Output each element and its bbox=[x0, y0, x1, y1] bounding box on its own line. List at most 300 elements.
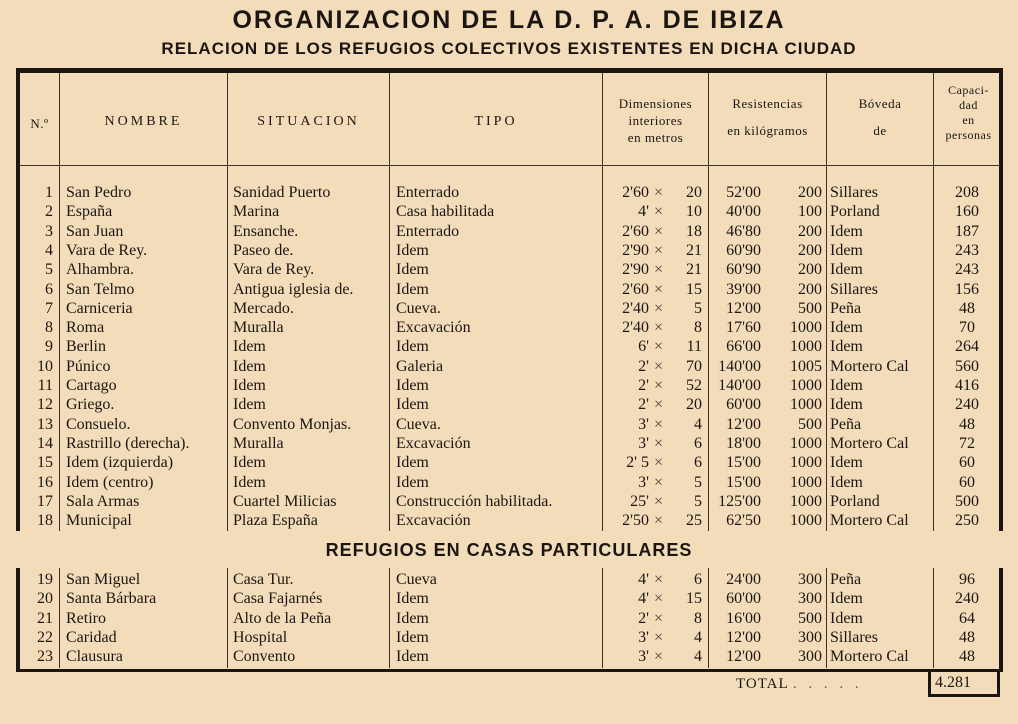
cell-dim-x: × bbox=[654, 280, 664, 298]
cell-res-b: 1000 bbox=[790, 377, 822, 394]
cell-res-b: 300 bbox=[798, 571, 822, 588]
cell-dim-x: × bbox=[654, 203, 664, 221]
cell-res-b: 200 bbox=[798, 222, 822, 240]
cell-boveda: Mortero Cal bbox=[830, 357, 909, 375]
cell-dim-a: 3' bbox=[638, 434, 649, 452]
cell-situacion: Antigua iglesia de. bbox=[233, 280, 354, 298]
cell-nombre: Consuelo. bbox=[66, 415, 131, 433]
cell-res-a: 140'00 bbox=[718, 357, 761, 375]
cell-dim-x: × bbox=[654, 222, 664, 240]
cell-capacidad: 208 bbox=[955, 184, 979, 201]
cell-situacion: Muralla bbox=[233, 434, 284, 452]
cell-res-a: 24'00 bbox=[726, 571, 761, 588]
cell-tipo: Idem bbox=[396, 590, 429, 608]
cell-situacion: Convento bbox=[233, 648, 296, 666]
cell-capacidad: 48 bbox=[959, 415, 975, 433]
cell-dim-a: 2'40 bbox=[622, 319, 649, 337]
cell-boveda: Sillares bbox=[830, 628, 878, 646]
cell-dim-b: 6 bbox=[694, 454, 702, 472]
cell-situacion: Convento Monjas. bbox=[233, 415, 352, 433]
cell-tipo: Idem bbox=[396, 454, 429, 472]
cell-capacidad: 64 bbox=[959, 609, 975, 627]
cell-dim-a: 2' bbox=[638, 609, 649, 627]
cell-nombre: Rastrillo (derecha). bbox=[66, 434, 190, 452]
cell-res-b: 1000 bbox=[790, 338, 822, 356]
table-row bbox=[20, 570, 999, 589]
cell-situacion: Ensanche. bbox=[233, 222, 299, 240]
cell-dim-x: × bbox=[654, 590, 664, 608]
cell-nombre: Idem (izquierda) bbox=[66, 454, 174, 472]
cell-dim-a: 4' bbox=[638, 203, 649, 221]
cell-dim-x: × bbox=[654, 357, 664, 375]
table-row bbox=[20, 299, 999, 318]
cell-dim-a: 3' bbox=[638, 473, 649, 491]
cell-num: 5 bbox=[45, 261, 53, 279]
cell-capacidad: 243 bbox=[955, 261, 979, 279]
cell-tipo: Galeria bbox=[396, 357, 444, 375]
table-row bbox=[20, 395, 999, 414]
header-nombre: NOMBRE bbox=[104, 114, 183, 129]
cell-tipo: Casa habilitada bbox=[396, 203, 495, 221]
cell-situacion: Idem bbox=[233, 454, 266, 472]
cell-dim-a: 2' bbox=[638, 396, 649, 414]
cell-dim-x: × bbox=[654, 261, 664, 279]
table-row bbox=[20, 222, 999, 241]
cell-num: 6 bbox=[45, 280, 53, 298]
cell-num: 7 bbox=[45, 299, 53, 317]
cell-res-a: 39'00 bbox=[726, 280, 761, 298]
cell-res-a: 12'00 bbox=[726, 648, 761, 666]
cell-tipo: Excavación bbox=[396, 319, 471, 337]
cell-tipo: Idem bbox=[396, 396, 429, 414]
cell-dim-a: 2' bbox=[638, 357, 649, 375]
main-table bbox=[16, 68, 1003, 531]
cell-situacion: Muralla bbox=[233, 319, 284, 337]
cell-nombre: San Telmo bbox=[66, 280, 135, 298]
cell-boveda: Idem bbox=[830, 454, 863, 472]
cell-dim-x: × bbox=[654, 299, 664, 317]
header-rule bbox=[20, 165, 999, 166]
cell-tipo: Idem bbox=[396, 280, 429, 298]
cell-tipo: Idem bbox=[396, 628, 429, 646]
cell-dim-b: 20 bbox=[686, 396, 702, 414]
cell-dim-a: 3' bbox=[638, 628, 649, 646]
table-row bbox=[20, 241, 999, 260]
cell-capacidad: 500 bbox=[955, 492, 979, 510]
cell-nombre: Vara de Rey. bbox=[66, 241, 148, 259]
cell-res-b: 1000 bbox=[790, 512, 822, 530]
cell-capacidad: 264 bbox=[955, 338, 979, 356]
cell-res-a: 40'00 bbox=[726, 203, 761, 221]
cell-boveda: Peña bbox=[830, 299, 862, 317]
cell-res-a: 60'00 bbox=[726, 590, 761, 608]
cell-boveda: Idem bbox=[830, 338, 863, 356]
cell-dim-x: × bbox=[654, 648, 664, 666]
cell-dim-a: 3' bbox=[638, 648, 649, 666]
cell-boveda: Porland bbox=[830, 492, 880, 510]
table-row bbox=[20, 337, 999, 356]
header-res-line: en kilógramos bbox=[727, 123, 808, 138]
cell-res-b: 1000 bbox=[790, 434, 822, 452]
cell-dim-x: × bbox=[654, 512, 664, 530]
cell-tipo: Idem bbox=[396, 261, 429, 279]
cell-tipo: Idem bbox=[396, 241, 429, 259]
cell-nombre: Cartago bbox=[66, 377, 117, 394]
cell-situacion: Casa Tur. bbox=[233, 571, 294, 588]
cell-dim-b: 15 bbox=[686, 280, 702, 298]
cell-boveda: Sillares bbox=[830, 280, 878, 298]
cell-nombre: Alhambra. bbox=[66, 261, 134, 279]
cell-res-a: 60'00 bbox=[726, 396, 761, 414]
header-situacion: SITUACION bbox=[257, 114, 360, 129]
header-cap-line: en bbox=[962, 113, 975, 127]
cell-boveda: Peña bbox=[830, 571, 862, 588]
cell-boveda: Mortero Cal bbox=[830, 434, 909, 452]
header-tipo: TIPO bbox=[474, 114, 518, 129]
cell-situacion: Idem bbox=[233, 338, 266, 356]
table-row bbox=[20, 609, 999, 628]
cell-dim-b: 6 bbox=[694, 434, 702, 452]
cell-dim-a: 25' bbox=[630, 492, 649, 510]
cell-tipo: Cueva. bbox=[396, 299, 441, 317]
cell-boveda: Mortero Cal bbox=[830, 512, 909, 530]
cell-num: 2 bbox=[45, 203, 53, 221]
cell-res-b: 1000 bbox=[790, 396, 822, 414]
cell-situacion: Idem bbox=[233, 396, 266, 414]
cell-boveda: Peña bbox=[830, 415, 862, 433]
cell-dim-x: × bbox=[654, 571, 664, 588]
cell-res-a: 66'00 bbox=[726, 338, 761, 356]
cell-tipo: Idem bbox=[396, 648, 429, 666]
cell-res-a: 60'90 bbox=[726, 261, 761, 279]
cell-tipo: Idem bbox=[396, 377, 429, 394]
cell-num: 21 bbox=[37, 609, 53, 627]
cell-situacion: Vara de Rey. bbox=[233, 261, 315, 279]
cell-boveda: Mortero Cal bbox=[830, 648, 909, 666]
cell-dim-a: 2'90 bbox=[622, 261, 649, 279]
cell-num: 3 bbox=[45, 222, 53, 240]
header-bov-line: Bóveda bbox=[858, 96, 902, 111]
header-cap-line: Capaci- bbox=[948, 83, 989, 97]
cell-situacion: Sanidad Puerto bbox=[233, 184, 331, 201]
header-num: N.º bbox=[30, 116, 49, 131]
cell-res-b: 1000 bbox=[790, 473, 822, 491]
header-res-line: Resistencias bbox=[732, 96, 803, 111]
cell-nombre: San Miguel bbox=[66, 571, 141, 588]
cell-capacidad: 250 bbox=[955, 512, 979, 530]
cell-nombre: San Juan bbox=[66, 222, 124, 240]
cell-situacion: Cuartel Milicias bbox=[233, 492, 337, 510]
cell-res-a: 12'00 bbox=[726, 415, 761, 433]
cell-situacion: Idem bbox=[233, 377, 266, 394]
cell-dim-b: 8 bbox=[694, 319, 702, 337]
cell-num: 4 bbox=[45, 241, 53, 259]
cell-res-a: 12'00 bbox=[726, 628, 761, 646]
cell-res-b: 500 bbox=[798, 299, 822, 317]
cell-dim-b: 4 bbox=[694, 628, 702, 646]
cell-num: 23 bbox=[37, 648, 53, 666]
cell-num: 8 bbox=[45, 319, 53, 337]
table-row bbox=[20, 280, 999, 299]
cell-dim-a: 2'40 bbox=[622, 299, 649, 317]
cell-capacidad: 416 bbox=[955, 377, 979, 394]
cell-res-a: 140'00 bbox=[718, 377, 761, 394]
cell-nombre: Griego. bbox=[66, 396, 115, 414]
cell-capacidad: 156 bbox=[955, 280, 979, 298]
cell-dim-x: × bbox=[654, 628, 664, 646]
cell-boveda: Idem bbox=[830, 396, 863, 414]
cell-dim-b: 20 bbox=[686, 184, 702, 201]
cell-dim-b: 21 bbox=[686, 241, 702, 259]
cell-dim-b: 21 bbox=[686, 261, 702, 279]
cell-situacion: Casa Fajarnés bbox=[233, 590, 323, 608]
cell-dim-x: × bbox=[654, 454, 664, 472]
cell-res-a: 60'90 bbox=[726, 241, 761, 259]
document-title: ORGANIZACION DE LA D. P. A. DE IBIZA bbox=[232, 6, 786, 34]
table-row bbox=[20, 628, 999, 647]
table-row bbox=[20, 473, 999, 492]
header-boveda bbox=[827, 95, 933, 139]
header-dim-line: Dimensiones bbox=[618, 96, 693, 111]
cell-res-b: 500 bbox=[798, 415, 822, 433]
cell-situacion: Plaza España bbox=[233, 512, 318, 530]
cell-boveda: Idem bbox=[830, 377, 863, 394]
cell-boveda: Idem bbox=[830, 319, 863, 337]
cell-dim-b: 15 bbox=[686, 590, 702, 608]
cell-res-a: 125'00 bbox=[718, 492, 761, 510]
cell-boveda: Idem bbox=[830, 590, 863, 608]
cell-nombre: Santa Bárbara bbox=[66, 590, 157, 608]
cell-situacion: Idem bbox=[233, 473, 266, 491]
cell-dim-x: × bbox=[654, 492, 664, 510]
cell-dim-b: 6 bbox=[694, 571, 702, 588]
cell-dim-b: 10 bbox=[686, 203, 702, 221]
cell-res-a: 46'80 bbox=[726, 222, 761, 240]
section-title: REFUGIOS EN CASAS PARTICULARES bbox=[325, 540, 693, 560]
cell-dim-a: 2'60 bbox=[622, 184, 649, 201]
cell-dim-b: 5 bbox=[694, 299, 702, 317]
cell-res-a: 15'00 bbox=[726, 454, 761, 472]
cell-nombre: Roma bbox=[66, 319, 105, 337]
cell-res-b: 500 bbox=[798, 609, 822, 627]
cell-tipo: Enterrado bbox=[396, 184, 460, 201]
table-row bbox=[20, 357, 999, 376]
cell-tipo: Construcción habilitada. bbox=[396, 492, 553, 510]
cell-situacion: Paseo de. bbox=[233, 241, 294, 259]
cell-tipo: Idem bbox=[396, 473, 429, 491]
cell-num: 12 bbox=[37, 396, 53, 414]
cell-num: 19 bbox=[37, 571, 53, 588]
cell-res-b: 300 bbox=[798, 648, 822, 666]
table-row bbox=[20, 453, 999, 472]
cell-capacidad: 187 bbox=[955, 222, 979, 240]
cell-nombre: Retiro bbox=[66, 609, 106, 627]
cell-dim-a: 2'90 bbox=[622, 241, 649, 259]
cell-res-b: 300 bbox=[798, 590, 822, 608]
cell-dim-b: 5 bbox=[694, 473, 702, 491]
cell-situacion: Mercado. bbox=[233, 299, 294, 317]
cell-res-b: 1005 bbox=[790, 357, 822, 375]
cell-tipo: Cueva. bbox=[396, 415, 441, 433]
cell-dim-x: × bbox=[654, 415, 664, 433]
cell-dim-x: × bbox=[654, 241, 664, 259]
cell-dim-x: × bbox=[654, 184, 664, 201]
cell-nombre: Caridad bbox=[66, 628, 117, 646]
cell-res-a: 15'00 bbox=[726, 473, 761, 491]
cell-capacidad: 240 bbox=[955, 590, 979, 608]
cell-dim-a: 2' 5 bbox=[626, 454, 649, 472]
header-dim-line: interiores bbox=[628, 113, 683, 128]
cell-res-b: 200 bbox=[798, 184, 822, 201]
cell-dim-x: × bbox=[654, 377, 664, 394]
cell-dim-b: 70 bbox=[686, 357, 702, 375]
cell-nombre: Berlin bbox=[66, 338, 106, 356]
cell-nombre: Clausura bbox=[66, 648, 123, 666]
cell-nombre: Púnico bbox=[66, 357, 111, 375]
cell-dim-x: × bbox=[654, 609, 664, 627]
table-row bbox=[20, 260, 999, 279]
cell-dim-x: × bbox=[654, 338, 664, 356]
cell-dim-b: 5 bbox=[694, 492, 702, 510]
cell-dim-b: 4 bbox=[694, 415, 702, 433]
cell-boveda: Porland bbox=[830, 203, 880, 221]
cell-num: 11 bbox=[37, 377, 53, 394]
cell-situacion: Alto de la Peña bbox=[233, 609, 332, 627]
total-label: TOTAL . . . . . bbox=[736, 676, 863, 692]
total-value: 4.281 bbox=[928, 671, 1000, 697]
table-row bbox=[20, 492, 999, 511]
table-row bbox=[20, 511, 999, 530]
cell-dim-b: 8 bbox=[694, 609, 702, 627]
cell-num: 1 bbox=[45, 184, 53, 201]
table-row bbox=[20, 183, 999, 202]
cell-nombre: Idem (centro) bbox=[66, 473, 154, 491]
cell-situacion: Hospital bbox=[233, 628, 288, 646]
private-table bbox=[16, 568, 1003, 672]
cell-num: 20 bbox=[37, 590, 53, 608]
table-row bbox=[20, 318, 999, 337]
cell-num: 22 bbox=[37, 628, 53, 646]
cell-dim-x: × bbox=[654, 396, 664, 414]
cell-dim-b: 4 bbox=[694, 648, 702, 666]
cell-num: 17 bbox=[37, 492, 53, 510]
cell-dim-a: 2'60 bbox=[622, 222, 649, 240]
cell-res-b: 100 bbox=[798, 203, 822, 221]
cell-capacidad: 60 bbox=[959, 473, 975, 491]
cell-res-a: 18'00 bbox=[726, 434, 761, 452]
cell-tipo: Idem bbox=[396, 609, 429, 627]
cell-num: 13 bbox=[37, 415, 53, 433]
cell-capacidad: 48 bbox=[959, 628, 975, 646]
cell-capacidad: 48 bbox=[959, 648, 975, 666]
cell-dim-b: 52 bbox=[686, 377, 702, 394]
cell-dim-a: 6' bbox=[638, 338, 649, 356]
cell-nombre: San Pedro bbox=[66, 184, 132, 201]
cell-res-b: 200 bbox=[798, 261, 822, 279]
header-resistencias bbox=[709, 95, 826, 139]
cell-dim-x: × bbox=[654, 473, 664, 491]
cell-res-b: 200 bbox=[798, 280, 822, 298]
table-row bbox=[20, 434, 999, 453]
cell-num: 10 bbox=[37, 357, 53, 375]
cell-res-a: 16'00 bbox=[726, 609, 761, 627]
cell-situacion: Idem bbox=[233, 357, 266, 375]
cell-dim-a: 3' bbox=[638, 415, 649, 433]
cell-res-b: 300 bbox=[798, 628, 822, 646]
cell-boveda: Idem bbox=[830, 609, 863, 627]
cell-dim-a: 4' bbox=[638, 590, 649, 608]
cell-dim-b: 11 bbox=[686, 338, 702, 356]
cell-tipo: Cueva bbox=[396, 571, 437, 588]
table-row bbox=[20, 202, 999, 221]
table-row bbox=[20, 415, 999, 434]
cell-dim-x: × bbox=[654, 319, 664, 337]
cell-res-b: 1000 bbox=[790, 319, 822, 337]
cell-nombre: Sala Armas bbox=[66, 492, 140, 510]
header-bov-line: de bbox=[873, 123, 887, 138]
header-cap-line: personas bbox=[945, 128, 992, 142]
cell-dim-a: 4' bbox=[638, 571, 649, 588]
table-row bbox=[20, 589, 999, 608]
cell-dim-b: 25 bbox=[686, 512, 702, 530]
header-cap-line: dad bbox=[959, 98, 978, 112]
table-row bbox=[20, 376, 999, 395]
document-subtitle: RELACION DE LOS REFUGIOS COLECTIVOS EXISTENTES EN DICHA CIUDAD bbox=[161, 39, 857, 58]
cell-num: 18 bbox=[37, 512, 53, 530]
cell-capacidad: 70 bbox=[959, 319, 975, 337]
cell-dim-a: 2' bbox=[638, 377, 649, 394]
cell-res-b: 200 bbox=[798, 241, 822, 259]
cell-capacidad: 96 bbox=[959, 571, 975, 588]
cell-dim-a: 2'60 bbox=[622, 280, 649, 298]
cell-capacidad: 72 bbox=[959, 434, 975, 452]
cell-dim-x: × bbox=[654, 434, 664, 452]
cell-res-a: 12'00 bbox=[726, 299, 761, 317]
cell-situacion: Marina bbox=[233, 203, 280, 221]
cell-res-b: 1000 bbox=[790, 454, 822, 472]
cell-boveda: Idem bbox=[830, 241, 863, 259]
cell-tipo: Idem bbox=[396, 338, 429, 356]
cell-tipo: Excavación bbox=[396, 512, 471, 530]
cell-boveda: Idem bbox=[830, 261, 863, 279]
cell-num: 16 bbox=[37, 473, 53, 491]
cell-dim-a: 2'50 bbox=[622, 512, 649, 530]
cell-capacidad: 160 bbox=[955, 203, 979, 221]
cell-capacidad: 48 bbox=[959, 299, 975, 317]
cell-nombre: Municipal bbox=[66, 512, 132, 530]
cell-res-a: 62'50 bbox=[726, 512, 761, 530]
table-row bbox=[20, 647, 999, 666]
cell-res-a: 52'00 bbox=[726, 184, 761, 201]
header-dim-line: en metros bbox=[627, 130, 684, 145]
cell-res-a: 17'60 bbox=[726, 319, 761, 337]
cell-boveda: Idem bbox=[830, 473, 863, 491]
header-dimensiones bbox=[603, 95, 708, 146]
cell-num: 15 bbox=[37, 454, 53, 472]
header-capacidad bbox=[934, 83, 1003, 143]
cell-tipo: Excavación bbox=[396, 434, 471, 452]
cell-dim-b: 18 bbox=[686, 222, 702, 240]
total-label-text: TOTAL bbox=[736, 676, 789, 692]
cell-nombre: España bbox=[66, 203, 113, 221]
cell-nombre: Carniceria bbox=[66, 299, 133, 317]
cell-num: 9 bbox=[45, 338, 53, 356]
cell-capacidad: 240 bbox=[955, 396, 979, 414]
cell-res-b: 1000 bbox=[790, 492, 822, 510]
cell-boveda: Idem bbox=[830, 222, 863, 240]
cell-capacidad: 243 bbox=[955, 241, 979, 259]
cell-num: 14 bbox=[37, 434, 53, 452]
